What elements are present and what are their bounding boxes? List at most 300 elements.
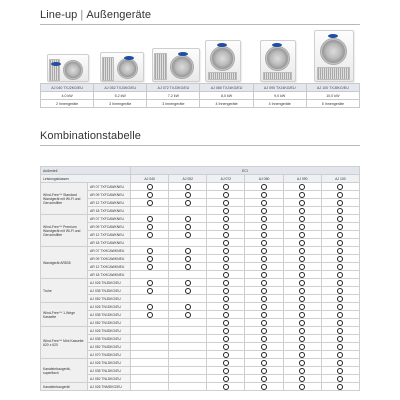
indoor-model-cell: AJ 035 TN1DKG/EU	[88, 311, 131, 319]
compatibility-cell	[321, 239, 359, 247]
compatibility-cell	[131, 375, 169, 383]
compatibility-cell	[321, 319, 359, 327]
compatible-circle-icon	[337, 184, 343, 190]
compatibility-cell	[169, 207, 207, 215]
compatibility-cell	[283, 247, 321, 255]
group-label: Wind-Free™ 1-Wege Kassette	[41, 303, 88, 327]
compatibility-cell	[169, 311, 207, 319]
compatibility-cell	[283, 287, 321, 295]
compatibility-cell	[131, 367, 169, 375]
compatibility-cell	[169, 191, 207, 199]
compatibility-cell	[321, 223, 359, 231]
compatible-circle-icon	[223, 384, 229, 390]
compatible-circle-icon	[147, 280, 153, 286]
table-row	[41, 335, 360, 343]
compatible-circle-icon	[299, 360, 305, 366]
compatibility-cell	[245, 327, 283, 335]
compatible-circle-icon	[261, 312, 267, 318]
brand-logo-icon	[51, 62, 61, 66]
compatible-circle-icon	[337, 208, 343, 214]
compatible-circle-icon	[299, 208, 305, 214]
compatibility-cell	[283, 239, 321, 247]
compatibility-cell	[131, 271, 169, 279]
compatibility-cell	[321, 183, 359, 191]
group-label: Wandgerät AR835	[41, 247, 88, 279]
compatibility-cell	[321, 271, 359, 279]
column-header: AJ 072	[207, 175, 245, 183]
compatible-circle-icon	[223, 360, 229, 366]
compatible-circle-icon	[337, 328, 343, 334]
compatibility-cell	[207, 359, 245, 367]
compatibility-cell	[245, 279, 283, 287]
indoor-model-cell: AR 12 TXFCAWKNEU	[88, 199, 131, 207]
compatible-circle-icon	[261, 280, 267, 286]
compatible-circle-icon	[223, 352, 229, 358]
compatibility-cell	[245, 183, 283, 191]
compatibility-cell	[245, 295, 283, 303]
compatibility-cell	[169, 279, 207, 287]
table-row	[41, 279, 360, 287]
table-row	[41, 223, 360, 231]
compatible-circle-icon	[185, 280, 191, 286]
compatible-circle-icon	[261, 200, 267, 206]
compatibility-cell	[283, 383, 321, 391]
compatible-circle-icon	[337, 216, 343, 222]
table-row	[41, 207, 360, 215]
compatibility-cell	[131, 311, 169, 319]
compatible-circle-icon	[223, 344, 229, 350]
compatible-circle-icon	[261, 216, 267, 222]
compatible-circle-icon	[261, 224, 267, 230]
compatibility-cell	[207, 383, 245, 391]
compatibility-cell	[131, 207, 169, 215]
compatibility-cell	[169, 319, 207, 327]
compatible-circle-icon	[337, 336, 343, 342]
compatible-circle-icon	[223, 288, 229, 294]
compatible-circle-icon	[261, 344, 267, 350]
indoor-model-cell: AR 18 TXFCAWKNEU	[88, 239, 131, 247]
compatible-circle-icon	[299, 264, 305, 270]
group-label: Wind-Free™ Premium Wandgerät mit Wi-Fi und Geruchsfilter	[41, 215, 88, 247]
compatible-circle-icon	[299, 216, 305, 222]
model-cell: AJ 072 TXJ3KG/EU	[147, 84, 200, 92]
compatible-circle-icon	[261, 232, 267, 238]
compatibility-cell	[283, 255, 321, 263]
compatibility-cell	[169, 255, 207, 263]
compatibility-cell	[131, 239, 169, 247]
column-header: AJ 090	[283, 175, 321, 183]
compatible-circle-icon	[185, 256, 191, 262]
compatibility-cell	[169, 343, 207, 351]
compatible-circle-icon	[223, 272, 229, 278]
compatible-circle-icon	[185, 264, 191, 270]
table-row	[41, 375, 360, 383]
table-row	[41, 255, 360, 263]
compatible-circle-icon	[261, 320, 267, 326]
kombinationstabelle-rule	[40, 145, 360, 146]
compatible-circle-icon	[147, 256, 153, 262]
compatible-circle-icon	[185, 216, 191, 222]
compatibility-cell	[321, 303, 359, 311]
compatible-circle-icon	[185, 224, 191, 230]
compatible-circle-icon	[261, 360, 267, 366]
compatibility-cell	[131, 319, 169, 327]
compatible-circle-icon	[299, 352, 305, 358]
compatible-circle-icon	[147, 248, 153, 254]
compatible-circle-icon	[261, 288, 267, 294]
compatibility-cell	[169, 199, 207, 207]
indoor-count-cell: 4 Innengeräte	[200, 100, 253, 108]
compatibility-cell	[321, 263, 359, 271]
compatibility-cell	[283, 279, 321, 287]
compatible-circle-icon	[261, 336, 267, 342]
indoor-model-cell: AR 12 TXHCAWKNEU	[88, 263, 131, 271]
compatibility-cell	[169, 367, 207, 375]
brand-logo-icon	[124, 56, 134, 60]
table-row	[41, 263, 360, 271]
compatible-circle-icon	[299, 368, 305, 374]
compatibility-cell	[283, 311, 321, 319]
compatible-circle-icon	[223, 184, 229, 190]
compatible-circle-icon	[337, 256, 343, 262]
compatibility-cell	[283, 335, 321, 343]
model-row	[41, 84, 360, 92]
indoor-count-cell: 2 Innengeräte	[41, 100, 94, 108]
group-label: Wind-Free™ Standard Wandgerät mit Wi-Fi und Geruchsfilter	[41, 183, 88, 215]
compatibility-cell	[245, 335, 283, 343]
outdoor-unit-image-5	[260, 42, 294, 82]
combination-table-body	[41, 183, 360, 391]
compatibility-cell	[131, 215, 169, 223]
table-row	[41, 199, 360, 207]
compatible-circle-icon	[223, 264, 229, 270]
compatibility-cell	[131, 231, 169, 239]
lineup-table	[40, 83, 360, 108]
compatible-circle-icon	[223, 376, 229, 382]
compatible-circle-icon	[147, 200, 153, 206]
compatibility-cell	[283, 351, 321, 359]
compatibility-cell	[245, 199, 283, 207]
indoor-model-cell: AR 09 TXFCAWKNEU	[88, 191, 131, 199]
compatibility-cell	[169, 383, 207, 391]
brand-logo-icon	[178, 52, 188, 56]
compatibility-cell	[321, 375, 359, 383]
compatibility-cell	[245, 231, 283, 239]
compatible-circle-icon	[337, 224, 343, 230]
indoor-model-cell: AJ 026 TNMDKG/EU	[88, 383, 131, 391]
compatibility-cell	[169, 295, 207, 303]
compatibility-cell	[169, 231, 207, 239]
compatible-circle-icon	[337, 368, 343, 374]
column-header: AJ 052	[169, 175, 207, 183]
compatibility-cell	[321, 383, 359, 391]
capacity-cell: 4,0 kW	[41, 92, 94, 100]
compatible-circle-icon	[299, 232, 305, 238]
compatibility-cell	[321, 335, 359, 343]
compatible-circle-icon	[223, 320, 229, 326]
compatible-circle-icon	[261, 304, 267, 310]
compatible-circle-icon	[299, 224, 305, 230]
compatibility-cell	[131, 183, 169, 191]
compatibility-cell	[169, 263, 207, 271]
kombinationstabelle-title: Kombinationstabelle	[40, 130, 141, 142]
indoor-model-cell: AJ 052 TNLDKG/EU	[88, 375, 131, 383]
compatible-circle-icon	[223, 304, 229, 310]
compatibility-cell	[169, 375, 207, 383]
compatible-circle-icon	[223, 336, 229, 342]
compatibility-cell	[207, 351, 245, 359]
compatibility-cell	[131, 287, 169, 295]
compatible-circle-icon	[299, 240, 305, 246]
indoor-count-cell: 4 Innengeräte	[253, 100, 306, 108]
column-header: AJ 040	[131, 175, 169, 183]
compatibility-cell	[321, 327, 359, 335]
compatible-circle-icon	[185, 232, 191, 238]
compatible-circle-icon	[223, 192, 229, 198]
capacity-cell: 5,2 kW	[94, 92, 147, 100]
compatibility-cell	[131, 263, 169, 271]
compatible-circle-icon	[299, 288, 305, 294]
compatibility-cell	[207, 231, 245, 239]
group-label: Wind-Free™ Mini Kassette 620 x 620	[41, 327, 88, 359]
compatible-circle-icon	[223, 296, 229, 302]
indoor-model-cell: AR 18 TXHCAWKNEU	[88, 271, 131, 279]
indoor-model-cell: AJ 052 TNJDKG/EU	[88, 295, 131, 303]
compatibility-cell	[207, 287, 245, 295]
compatibility-cell	[207, 295, 245, 303]
table-row	[41, 191, 360, 199]
compatibility-cell	[131, 247, 169, 255]
compatibility-cell	[283, 263, 321, 271]
header-capacity-label: Leistungsklassen	[41, 175, 131, 183]
compatible-circle-icon	[337, 280, 343, 286]
compatible-circle-icon	[261, 192, 267, 198]
compatibility-cell	[321, 191, 359, 199]
compatibility-cell	[245, 367, 283, 375]
compatible-circle-icon	[337, 312, 343, 318]
compatibility-cell	[321, 231, 359, 239]
table-row	[41, 303, 360, 311]
compatible-circle-icon	[185, 304, 191, 310]
capacity-cell: 8,0 kW	[200, 92, 253, 100]
compatibility-cell	[283, 207, 321, 215]
lineup-rule	[40, 24, 360, 25]
table-row	[41, 319, 360, 327]
compatibility-cell	[207, 207, 245, 215]
compatible-circle-icon	[337, 288, 343, 294]
compatibility-cell	[169, 223, 207, 231]
compatibility-cell	[131, 343, 169, 351]
model-cell: AJ 080 TXJ4KG/EU	[200, 84, 253, 92]
indoor-model-cell: AR 07 TXFCAWKNEU	[88, 183, 131, 191]
compatibility-cell	[245, 375, 283, 383]
compatible-circle-icon	[337, 240, 343, 246]
compatibility-cell	[245, 247, 283, 255]
compatible-circle-icon	[223, 256, 229, 262]
compatibility-cell	[283, 183, 321, 191]
compatibility-cell	[283, 367, 321, 375]
lineup-title: Line-up	[40, 9, 78, 21]
compatible-circle-icon	[223, 280, 229, 286]
group-label: Kanaleinbaugerät, superflach	[41, 359, 88, 383]
compatibility-cell	[321, 343, 359, 351]
compatible-circle-icon	[185, 200, 191, 206]
compatibility-cell	[245, 271, 283, 279]
indoor-model-cell: AR 07 TXHCAWKNEU	[88, 247, 131, 255]
compatibility-cell	[207, 263, 245, 271]
compatible-circle-icon	[299, 272, 305, 278]
indoor-model-cell: AR 07 TXFCAWKNEU	[88, 215, 131, 223]
compatible-circle-icon	[337, 232, 343, 238]
compatible-circle-icon	[147, 216, 153, 222]
compatible-circle-icon	[223, 312, 229, 318]
table-row	[41, 327, 360, 335]
compatible-circle-icon	[147, 232, 153, 238]
compatibility-cell	[207, 271, 245, 279]
compatibility-cell	[283, 231, 321, 239]
compatibility-cell	[131, 255, 169, 263]
indoor-model-cell: AJ 052 TN1DKG/EU	[88, 319, 131, 327]
table-row	[41, 383, 360, 391]
outdoor-unit-image-6	[314, 32, 352, 82]
compatible-circle-icon	[299, 328, 305, 334]
compatible-circle-icon	[147, 304, 153, 310]
compatibility-cell	[169, 335, 207, 343]
indoor-model-cell: AR 18 TXFCAWKNEU	[88, 207, 131, 215]
table-row	[41, 239, 360, 247]
compatibility-cell	[169, 247, 207, 255]
compatibility-cell	[245, 191, 283, 199]
compatible-circle-icon	[147, 224, 153, 230]
compatibility-cell	[321, 295, 359, 303]
compatible-circle-icon	[147, 192, 153, 198]
compatible-circle-icon	[223, 200, 229, 206]
compatibility-cell	[207, 255, 245, 263]
compatibility-cell	[131, 303, 169, 311]
compatibility-cell	[283, 271, 321, 279]
compatibility-cell	[131, 295, 169, 303]
compatible-circle-icon	[299, 384, 305, 390]
compatible-circle-icon	[299, 192, 305, 198]
compatible-circle-icon	[337, 376, 343, 382]
compatible-circle-icon	[261, 256, 267, 262]
compatibility-cell	[131, 351, 169, 359]
compatibility-cell	[283, 191, 321, 199]
unit-images	[40, 30, 360, 82]
header-outdoor-label: Außenteil	[41, 167, 131, 175]
indoor-model-cell: AJ 026 TNJDKG/EU	[88, 279, 131, 287]
compatibility-cell	[207, 223, 245, 231]
compatibility-cell	[283, 215, 321, 223]
indoor-model-cell: AJ 035 TN4DKG/EU	[88, 335, 131, 343]
indoor-count-cell: 3 Innengeräte	[94, 100, 147, 108]
compatibility-cell	[321, 359, 359, 367]
compatible-circle-icon	[223, 232, 229, 238]
compatible-circle-icon	[185, 288, 191, 294]
compatibility-cell	[207, 199, 245, 207]
compatible-circle-icon	[223, 216, 229, 222]
table-row	[41, 231, 360, 239]
compatibility-cell	[321, 311, 359, 319]
header-row-capacity	[41, 175, 360, 183]
compatibility-cell	[321, 207, 359, 215]
table-row	[41, 287, 360, 295]
compatibility-cell	[283, 327, 321, 335]
compatibility-cell	[169, 239, 207, 247]
compatible-circle-icon	[337, 200, 343, 206]
table-row	[41, 311, 360, 319]
compatibility-cell	[321, 247, 359, 255]
outdoor-unit-image-3	[152, 50, 198, 82]
compatible-circle-icon	[337, 360, 343, 366]
header-eci-label: ECI	[131, 167, 360, 175]
compatibility-cell	[245, 359, 283, 367]
compatibility-cell	[245, 215, 283, 223]
indoor-model-cell: AJ 035 TNLDKG/EU	[88, 367, 131, 375]
compatible-circle-icon	[223, 224, 229, 230]
compatible-circle-icon	[185, 312, 191, 318]
compatibility-cell	[321, 255, 359, 263]
brand-logo-icon	[217, 43, 227, 47]
compatible-circle-icon	[261, 184, 267, 190]
compatible-circle-icon	[261, 264, 267, 270]
group-label: Truhe	[41, 279, 88, 303]
compatibility-cell	[169, 359, 207, 367]
compatible-circle-icon	[299, 312, 305, 318]
model-cell: AJ 090 TXJ4KG/EU	[253, 84, 306, 92]
compatibility-cell	[131, 335, 169, 343]
compatibility-cell	[283, 319, 321, 327]
compatible-circle-icon	[147, 264, 153, 270]
compatible-circle-icon	[299, 296, 305, 302]
compatibility-cell	[245, 303, 283, 311]
compatible-circle-icon	[337, 384, 343, 390]
indoor-model-cell: AR 09 TXFCAWKNEU	[88, 223, 131, 231]
title-separator: |	[80, 9, 84, 21]
compatibility-cell	[131, 327, 169, 335]
compatibility-cell	[207, 279, 245, 287]
compatible-circle-icon	[337, 192, 343, 198]
compatibility-cell	[245, 351, 283, 359]
compatible-circle-icon	[299, 248, 305, 254]
indoor-model-cell: AJ 070 TN4DKG/EU	[88, 351, 131, 359]
table-row	[41, 359, 360, 367]
compatibility-cell	[245, 223, 283, 231]
compatible-circle-icon	[261, 368, 267, 374]
lineup-subtitle: Außengeräte	[86, 9, 152, 21]
compatibility-cell	[169, 327, 207, 335]
compatible-circle-icon	[337, 344, 343, 350]
indoor-model-cell: AJ 026 TN4DKG/EU	[88, 327, 131, 335]
table-row	[41, 295, 360, 303]
indoor-count-cell: 5 Innengeräte	[306, 100, 359, 108]
compatible-circle-icon	[337, 296, 343, 302]
compatible-circle-icon	[261, 248, 267, 254]
table-row	[41, 215, 360, 223]
compatible-circle-icon	[337, 320, 343, 326]
compatibility-cell	[207, 327, 245, 335]
compatible-circle-icon	[337, 264, 343, 270]
compatible-circle-icon	[223, 328, 229, 334]
compatible-circle-icon	[261, 272, 267, 278]
compatible-circle-icon	[185, 192, 191, 198]
compatible-circle-icon	[299, 280, 305, 286]
indoor-count-cell: 3 Innengeräte	[147, 100, 200, 108]
compatible-circle-icon	[261, 240, 267, 246]
indoor-model-cell: AJ 052 TN4DKG/EU	[88, 343, 131, 351]
compatibility-cell	[169, 215, 207, 223]
compatible-circle-icon	[261, 384, 267, 390]
